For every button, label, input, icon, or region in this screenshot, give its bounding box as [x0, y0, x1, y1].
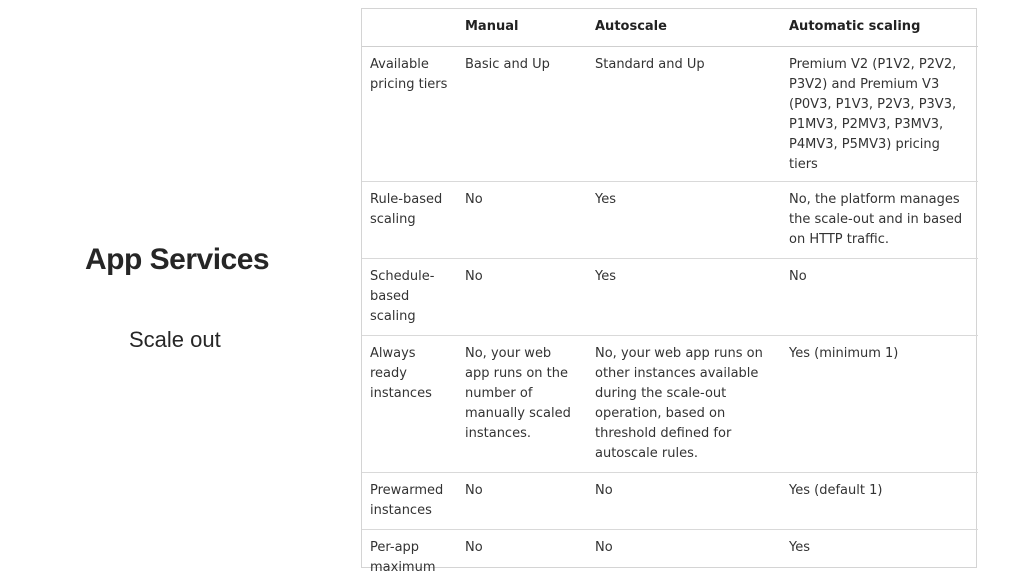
row-autoscale-value: Standard and Up — [587, 46, 781, 181]
row-feature-label: Always ready instances — [362, 335, 457, 472]
table-row — [362, 335, 978, 472]
row-manual-value: Basic and Up — [457, 46, 587, 181]
header-cell-automatic-scaling: Automatic scaling — [781, 9, 978, 46]
row-autoscale-value: No, your web app runs on other instances available during the scale-out operation, based on threshold defined for autoscale rules. — [587, 335, 781, 472]
table-row — [362, 46, 978, 181]
header-cell-autoscale: Autoscale — [587, 9, 781, 46]
row-manual-value: No — [457, 472, 587, 529]
row-automatic-value: No — [781, 258, 978, 335]
row-feature-label: Available pricing tiers — [362, 46, 457, 181]
header-cell-feature — [362, 9, 457, 46]
table-row — [362, 181, 978, 258]
row-autoscale-value: Yes — [587, 258, 781, 335]
row-feature-label: Schedule-based scaling — [362, 258, 457, 335]
row-feature-label: Per-app maximum — [370, 539, 436, 575]
row-manual-value: No — [457, 258, 587, 335]
row-automatic-value: Yes (minimum 1) — [781, 335, 978, 472]
table-header-row — [362, 9, 978, 46]
row-manual-value: No — [457, 181, 587, 258]
row-autoscale-value: No — [587, 472, 781, 529]
row-automatic-value: Yes — [789, 539, 810, 555]
table-row — [362, 472, 978, 529]
row-manual-value: No — [465, 539, 483, 555]
row-feature-label: Rule-based scaling — [362, 181, 457, 258]
row-automatic-value: No, the platform manages the scale-out and in based on HTTP traffic. — [781, 181, 978, 258]
row-manual-value: No, your web app runs on the number of manually scaled instances. — [457, 335, 587, 472]
table-row — [362, 258, 978, 335]
slide-title: App Services — [85, 243, 270, 276]
table-row — [362, 529, 978, 576]
row-autoscale-value: No — [595, 539, 613, 555]
slide-subtitle: Scale out — [129, 327, 221, 352]
row-feature-label: Prewarmed instances — [362, 472, 457, 529]
scaling-comparison-table — [361, 8, 977, 575]
row-autoscale-value: Yes — [587, 181, 781, 258]
header-cell-manual: Manual — [457, 9, 587, 46]
row-automatic-value: Yes (default 1) — [781, 472, 978, 529]
row-automatic-value: Premium V2 (P1V2, P2V2, P3V2) and Premium V3 (P0V3, P1V3, P2V3, P3V3, P1MV3, P2MV3, P3MV3, P4MV3, P5MV3) pricing tiers — [781, 46, 978, 181]
